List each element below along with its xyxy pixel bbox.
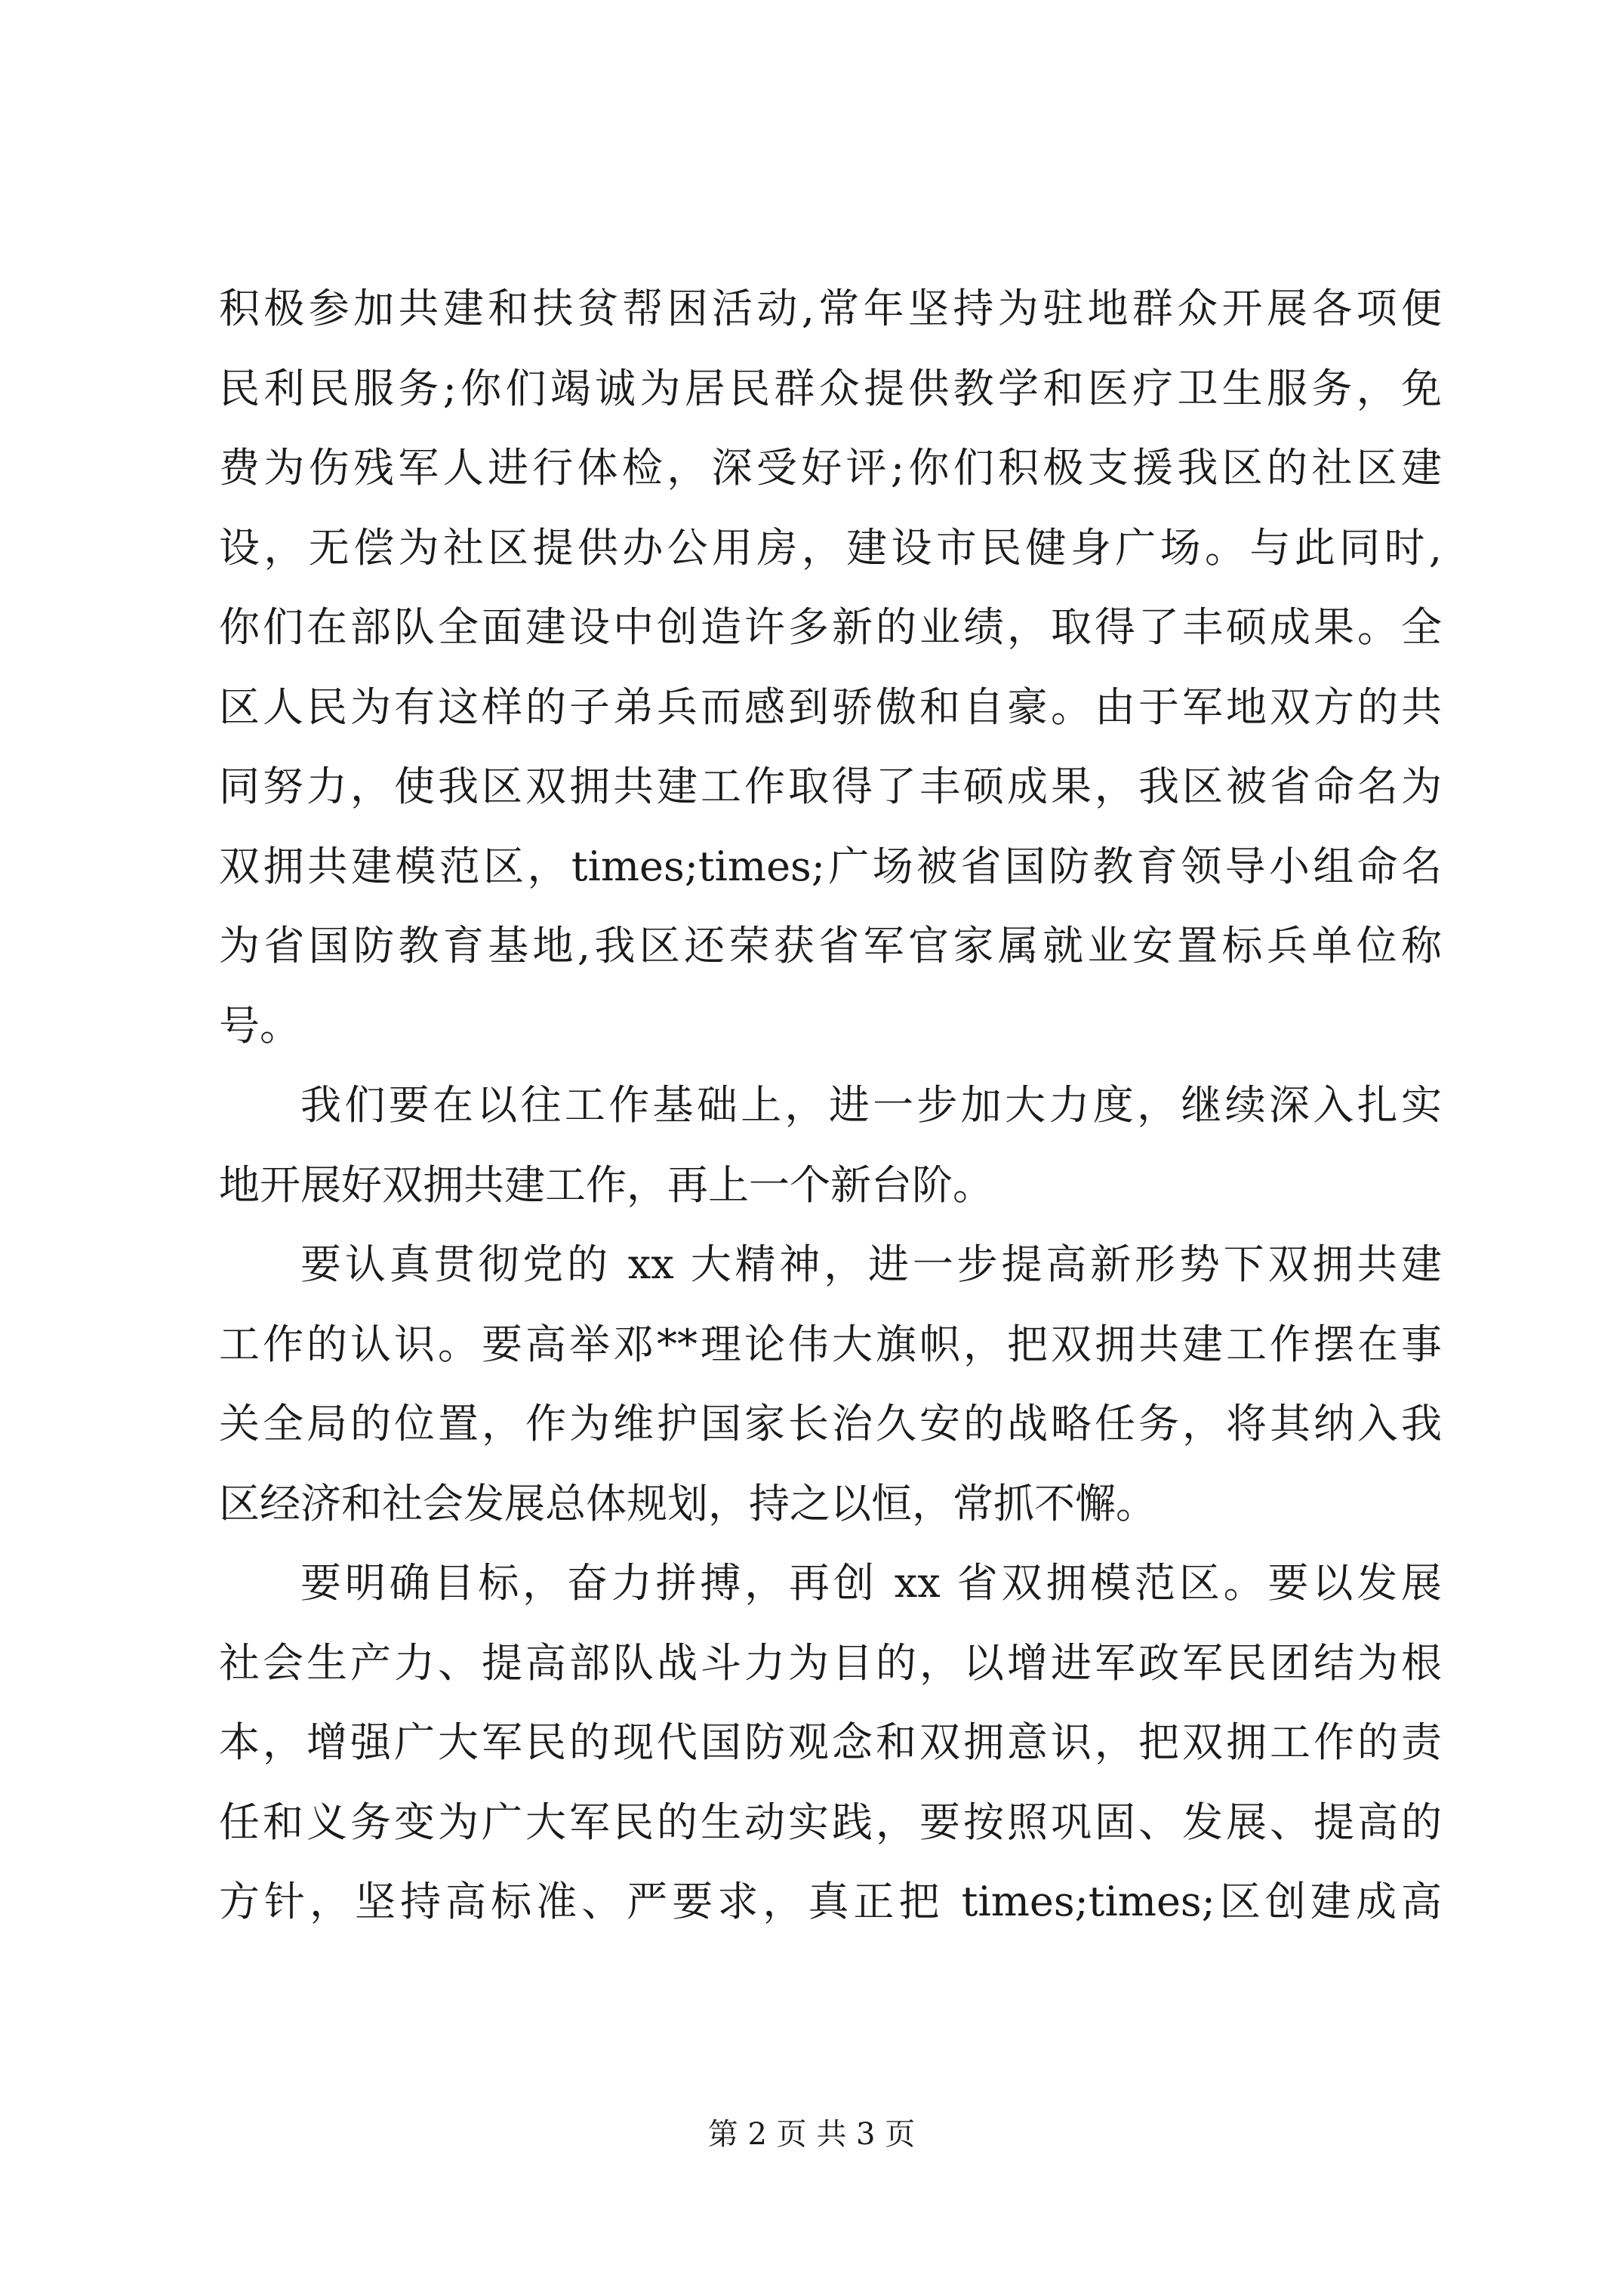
paragraph-2 <box>219 1065 1442 1225</box>
text-line: 社会生产力、提高部队战斗力为目的，以增进军政军民团结为根 <box>219 1638 1442 1687</box>
text-line: 积极参加共建和扶贫帮困活动,常年坚持为驻地群众开展各项便 <box>219 285 1442 332</box>
text-line: 地开展好双拥共建工作，再上一个新台阶。 <box>219 1160 993 1209</box>
text-line: 费为伤残军人进行体检，深受好评;你们积极支援我区的社区建 <box>219 444 1442 492</box>
text-line: 你们在部队全面建设中创造许多新的业绩，取得了丰硕成果。全 <box>219 603 1442 651</box>
text-line: 要认真贯彻党的 xx 大精神，进一步提高新形势下双拥共建 <box>300 1240 1442 1288</box>
text-line: 双拥共建模范区，times;times;广场被省国防教育领导小组命名 <box>219 842 1442 890</box>
text-line: 同努力，使我区双拥共建工作取得了丰硕成果，我区被省命名为 <box>219 763 1442 810</box>
paragraph-4 <box>219 1543 1442 1942</box>
text-line: 为省国防教育基地,我区还荣获省军官家属就业安置标兵单位称 <box>219 922 1442 969</box>
text-line: 设，无偿为社区提供办公用房，建设市民健身广场。与此同时, <box>219 523 1442 572</box>
text-line: 方针，坚持高标准、严要求，真正把 times;times;区创建成高 <box>219 1878 1442 1925</box>
text-line: 本，增强广大军民的现代国防观念和双拥意识，把双拥工作的责 <box>219 1718 1442 1766</box>
text-line: 区经济和社会发展总体规划，持之以恒，常抓不懈。 <box>219 1479 1156 1527</box>
text-line: 民利民服务;你们竭诚为居民群众提供教学和医疗卫生服务，免 <box>219 364 1442 412</box>
page-number-footer: 第 2 页 共 3 页 <box>707 2117 916 2152</box>
text-line: 区人民为有这样的子弟兵而感到骄傲和自豪。由于军地双方的共 <box>219 683 1442 731</box>
text-line: 任和义务变为广大军民的生动实践，要按照巩固、发展、提高的 <box>219 1798 1442 1846</box>
paragraph-1 <box>219 269 1442 1065</box>
paragraph-3 <box>219 1225 1442 1543</box>
text-line: 关全局的位置，作为维护国家长治久安的战略任务，将其纳入我 <box>219 1400 1442 1447</box>
text-line: 要明确目标，奋力拼搏，再创 xx 省双拥模范区。要以发展 <box>300 1559 1442 1607</box>
text-line: 号。 <box>219 1001 300 1049</box>
document-body <box>219 269 1442 1942</box>
text-line: 工作的认识。要高举邓**理论伟大旗帜，把双拥共建工作摆在事 <box>219 1320 1442 1368</box>
text-line: 我们要在以往工作基础上，进一步加大力度，继续深入扎实 <box>300 1081 1442 1129</box>
